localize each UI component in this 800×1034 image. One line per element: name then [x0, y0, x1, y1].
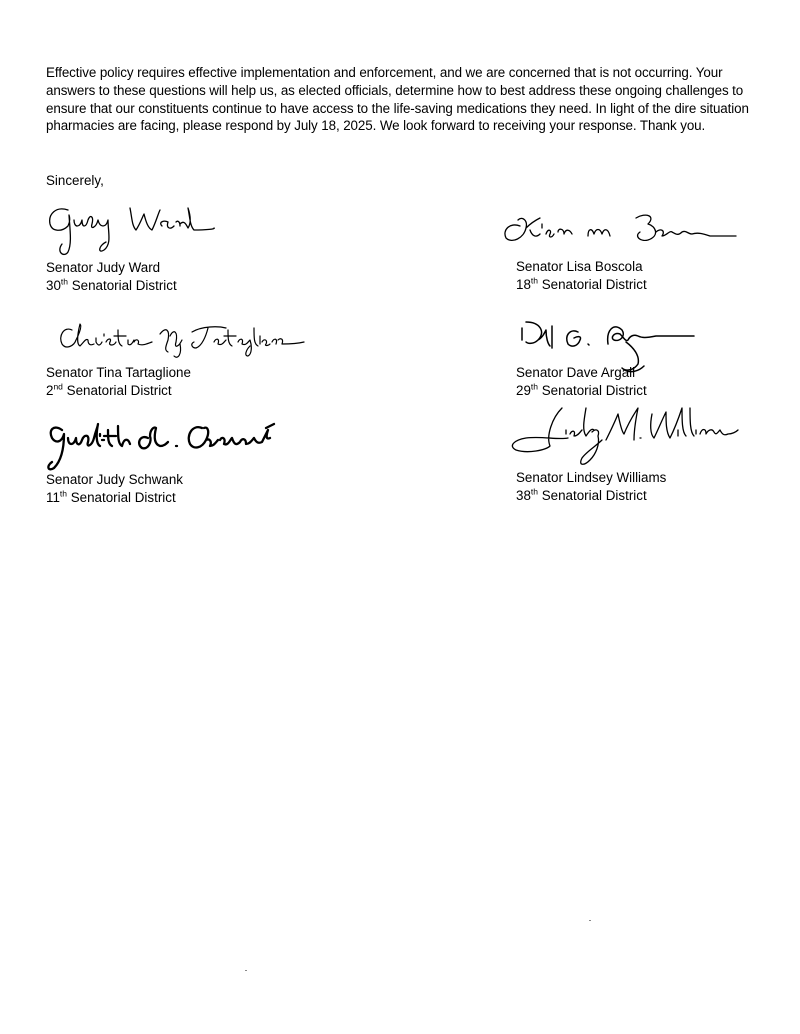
signer-district: 30th Senatorial District [46, 276, 177, 293]
signer-judy-schwank [46, 416, 326, 511]
signer-name: Senator Judy Schwank [46, 472, 183, 487]
signature-lindsey-williams [506, 400, 746, 472]
signer-district: 2nd Senatorial District [46, 381, 172, 398]
signer-district: 38th Senatorial District [516, 486, 647, 503]
scan-speck [589, 920, 591, 921]
signer-name: Senator Dave Argall [516, 365, 636, 380]
closing-salutation: Sincerely, [46, 173, 104, 188]
signature-lisa-boscola [500, 206, 740, 246]
signer-name: Senator Lindsey Williams [516, 470, 667, 485]
signer-tina-tartaglione [46, 316, 326, 401]
signer-district: 11th Senatorial District [46, 488, 176, 505]
signature-judy-ward [46, 200, 216, 260]
signature-judy-schwank [40, 416, 280, 472]
signer-lisa-boscola [516, 206, 796, 301]
signer-district: 29th Senatorial District [516, 381, 647, 398]
body-paragraph: Effective policy requires effective implementation and enforcement, and we are concerned that is not occurring. Your answers to these questions will help us, as elected officials, determine how to best address these ongoing challenges to ensure that our constituents continue to have access to the life-saving medications they need. In light of the dire situation pharmacies are facing, please respond by July 18, 2025. We look forward to receiving your response. Thank you. [46, 65, 749, 134]
signer-judy-ward [46, 200, 326, 295]
scan-speck [245, 970, 247, 971]
signature-tina-tartaglione [56, 316, 316, 360]
signer-name: Senator Judy Ward [46, 260, 161, 275]
signer-name: Senator Lisa Boscola [516, 259, 643, 274]
signer-dave-argall [516, 316, 796, 401]
signer-lindsey-williams [516, 400, 796, 510]
signer-name: Senator Tina Tartaglione [46, 365, 191, 380]
signer-district: 18th Senatorial District [516, 275, 647, 292]
